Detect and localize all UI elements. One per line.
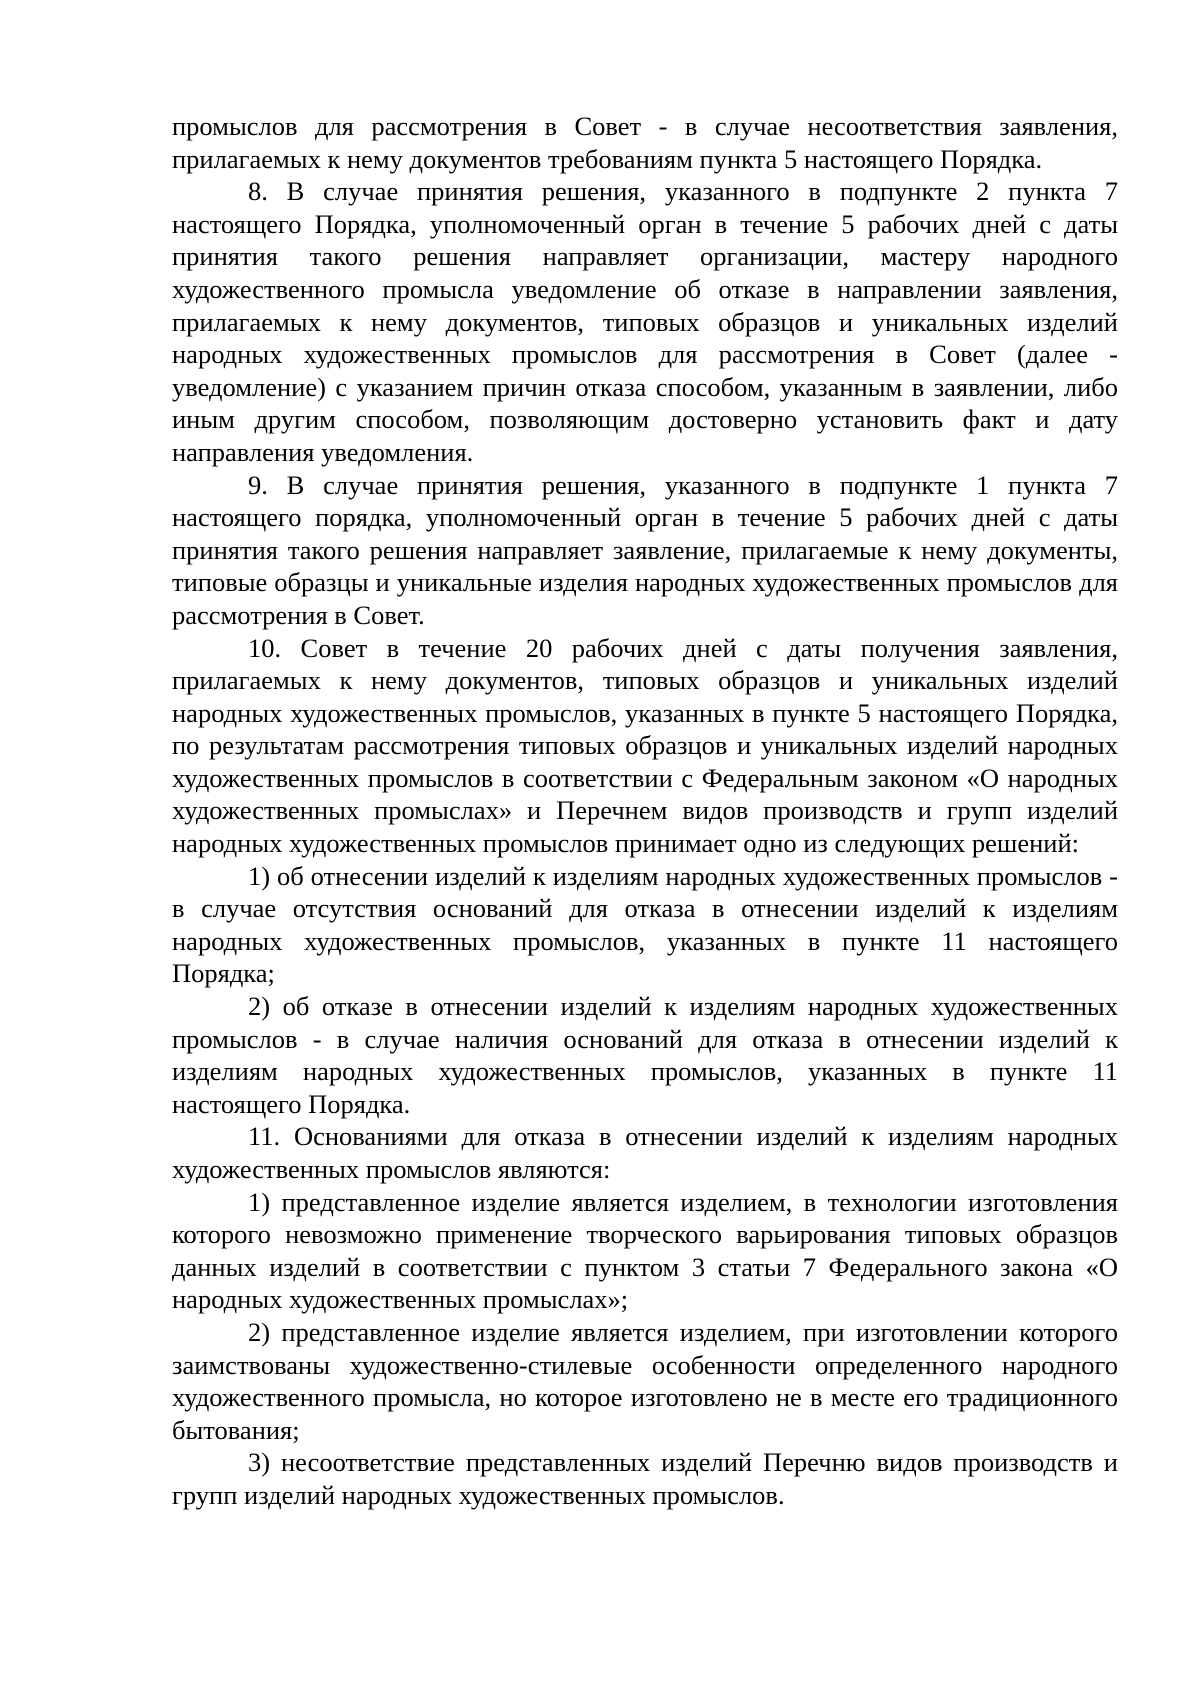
paragraph-item-10-sub-2: 2) об отказе в отнесении изделий к изделиям народных художественных промыслов - в случае наличия оснований для отказа в отнесении изделий к изделиям народных художественных промыслов, указанных в пункте 11 настоящего Порядка. [172, 991, 1118, 1119]
paragraph-item-10: 10. Совет в течение 20 рабочих дней с даты получения заявления, прилагаемых к нему документов, типовых образцов и уникальных изделий народных художественных промыслов, указанных в пункте 5 настоящего Порядка, по результатам рассмотрения типовых образцов и уникальных изделий народных художественных промыслов в соответствии с Федеральным законом «О народных художественных промыслах» и Перечнем видов производств и групп изделий народных художественных промыслов принимает одно из следующих решений: [172, 632, 1118, 859]
paragraph-continuation: промыслов для рассмотрения в Совет - в случае несоответствия заявления, прилагаемых к нему документов требованиям пункта 5 настоящего Порядка. [172, 111, 1118, 174]
paragraph-item-9: 9. В случае принятия решения, указанного в подпункте 1 пункта 7 настоящего порядка, уполномоченный орган в течение 5 рабочих дней с даты принятия такого решения направляет заявление, прилагаемые к нему документы, типовые образцы и уникальные изделия народных художественных промыслов для рассмотрения в Совет. [172, 469, 1118, 630]
paragraph-item-10-sub-1: 1) об отнесении изделий к изделиям народных художественных промыслов - в случае отсутствия оснований для отказа в отнесении изделий к изделиям народных художественных промыслов, указанных в пункте 11 настоящего Порядка; [172, 860, 1118, 989]
paragraph-item-11-sub-2: 2) представленное изделие является изделием, при изготовлении которого заимствованы художественно-стилевые особенности определенного народного художественного промысла, но которое изготовлено не в месте его традиционного бытования; [172, 1316, 1118, 1445]
paragraph-item-11-sub-1: 1) представленное изделие является изделием, в технологии изготовления которого невозможно применение творческого варьирования типовых образцов данных изделий в соответствии с пунктом 3 статьи 7 Федерального закона «О народных художественных промыслах»; [172, 1186, 1118, 1315]
paragraph-item-11: 11. Основаниями для отказа в отнесении изделий к изделиям народных художественных промыслов являются: [172, 1121, 1118, 1184]
paragraph-item-11-sub-3: 3) несоответствие представленных изделий Перечню видов производств и групп изделий народных художественных промыслов. [172, 1447, 1118, 1510]
document-body [172, 110, 1118, 1512]
paragraph-item-8: 8. В случае принятия решения, указанного в подпункте 2 пункта 7 настоящего Порядка, уполномоченный орган в течение 5 рабочих дней с даты принятия такого решения направляет организации, мастеру народного художественного промысла уведомление об отказе в направлении заявления, прилагаемых к нему документов, типовых образцов и уникальных изделий народных художественных промыслов для рассмотрения в Совет (далее - уведомление) с указанием причин отказа способом, указанным в заявлении, либо иным другим способом, позволяющим достоверно установить факт и дату направления уведомления. [172, 176, 1118, 467]
